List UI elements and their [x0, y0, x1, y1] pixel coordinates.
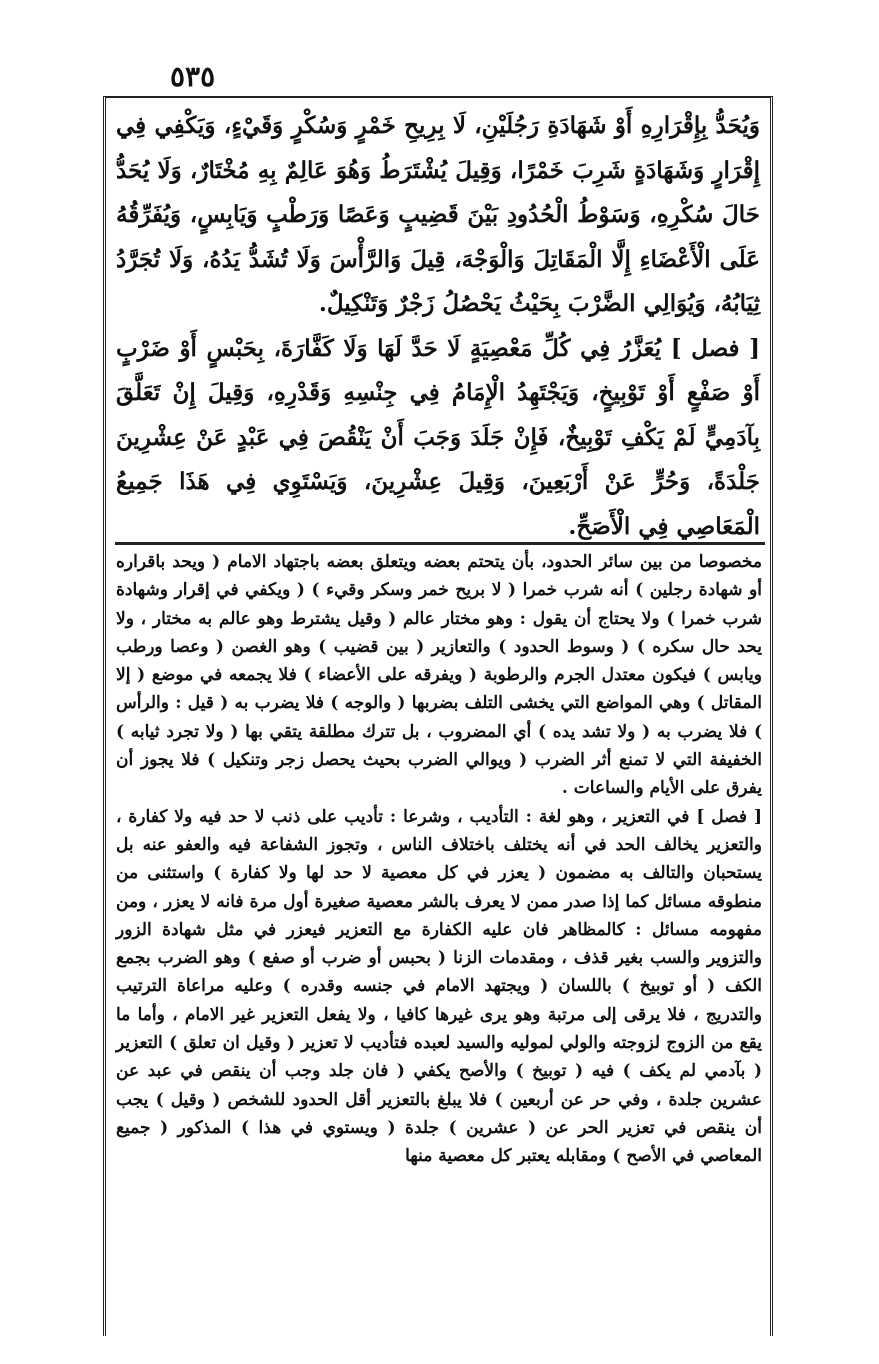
section-divider: [115, 542, 765, 545]
matn-text: [116, 104, 760, 549]
matn-paragraph: وَيُحَدُّ بِإِقْرَارِهِ أَوْ شَهَادَةِ رَجُلَيْنِ، لَا بِرِيحِ خَمْرٍ وَسُكْرٍ وَقَيْءٍ، وَيَكْفِي فِي إِقْرَارٍ وَشَهَادَةٍ شَرِبَ خَمْرًا، وَقِيلَ يُشْتَرَطُ وَهُوَ عَالِمٌ بِهِ مُخْتَارٌ، وَلَا يُحَدُّ حَالَ سُكْرِهِ، وَسَوْطُ الْحُدُودِ بَيْنَ قَضِيبٍ وَعَصًا وَرَطْبٍ وَيَابِسٍ، وَيُفَرِّقُهُ عَلَى الْأَعْضَاءِ إِلَّا الْمَقَاتِلَ وَالْوَجْهَ، قِيلَ وَالرَّأْسَ وَلَا تُشَدُّ يَدُهُ، وَلَا تُجَرَّدُ ثِيَابُهُ، وَيُوَالِي الضَّرْبَ بِحَيْثُ يَحْصُلُ زَجْرٌ وَتَنْكِيلٌ.: [116, 112, 760, 317]
page-number: ٥٣٥: [170, 60, 216, 93]
matn-paragraph: [ فصل ] يُعَزَّرُ فِي كُلِّ مَعْصِيَةٍ لَا حَدَّ لَهَا وَلَا كَفَّارَةَ، بِحَبْسٍ أَوْ ضَرْبٍ أَوْ صَفْعٍ أَوْ تَوْبِيخٍ، وَيَجْتَهِدُ الْإِمَامُ فِي جِنْسِهِ وَقَدْرِهِ، وَقِيلَ إِنْ تَعَلَّقَ بِآدَمِيٍّ لَمْ يَكْفِ تَوْبِيخٌ، فَإِنْ جَلَدَ وَجَبَ أَنْ يَنْقُصَ فِي عَبْدٍ عَنْ عِشْرِينَ جَلْدَةً، وَحُرٍّ عَنْ أَرْبَعِينَ، وَقِيلَ عِشْرِينَ، وَيَسْتَوِي فِي هَذَا جَمِيعُ الْمَعَاصِي فِي الْأَصَحِّ.: [116, 334, 760, 540]
sharh-paragraph: [ فصل ] في التعزير ، وهو لغة : التأديب ، وشرعا : تأديب على ذنب لا حد فيه ولا كفارة ، والتعزير يخالف الحد في أنه يختلف باختلاف الناس ، وتجوز الشفاعة فيه والعفو عنه بل يستحبان والتالف به مضمون ( يعزر في كل معصية لا حد لها ولا كفارة ) واستثنى من منطوقه مسائل كما إذا صدر ممن لا يعرف بالشر معصية صغيرة أول مرة فانه لا يعزر ، ومن مفهومه مسائل : كالمظاهر فان عليه الكفارة مع التعزير فيعزر في مثل شهادة الزور والتزوير والسب بغير قذف ، ومقدمات الزنا ( بحبس أو ضرب أو صفع ) وهو الضرب بجمع الكف ( أو توبيخ ) باللسان ( ويجتهد الامام في جنسه وقدره ) وعليه مراعاة الترتيب والتدريج ، فلا يرقى إلى مرتبة وهو يرى غيرها كافيا ، ولا يفعل التعزير غير الامام ، وأما ما يقع من الزوج لزوجته والولي لموليه والسيد لعبده فتأديب لا تعزير ( وقيل ان تعلق ) التعزير ( بآدمي لم يكف ) فيه ( توبيخ ) والأصح يكفي ( فان جلد وجب أن ينقص في عبد عن عشرين جلدة ، وفي حر عن أربعين ) فلا يبلغ بالتعزير أقل الحدود للشخص ( وقيل ) يجب أن ينقص في تعزير الحر عن ( عشرين ) جلدة ( ويستوي في هذا ) المذكور ( جميع المعاصي في الأصح ) ومقابله يعتبر كل معصية منها: [116, 806, 762, 1167]
sharh-paragraph: مخصوصا من بين سائر الحدود، بأن يتحتم بعضه ويتعلق بعضه باجتهاد الامام ( ويحد باقراره أو شهادة رجلين ) أنه شرب خمرا ( لا بريح خمر وسكر وقيء ) ( ويكفي في إقرار وشهادة شرب خمرا ) ولا يحتاج أن يقول : وهو مختار عالم ( وقيل يشترط وهو عالم به مختار ، ولا يحد حال سكره ) ( وسوط الحدود ) والتعازير ( بين قضيب ) وهو الغصن ( وعصا ورطب ويابس ) فيكون معتدل الجرم والرطوبة ( ويفرقه على الأعضاء ) فلا يجمعه في موضع ( إلا المقاتل ) وهي المواضع التي يخشى التلف بضربها ( والوجه ) فلا يضرب به ( قيل : والرأس ) فلا يضرب به ( ولا تشد يده ) أي المضروب ، بل تترك مطلقة يتقي بها ( ولا تجرد ثيابه ) الخفيفة التي لا تمنع أثر الضرب ( ويوالي الضرب بحيث يحصل زجر وتنكيل ) فلا يجوز أن يفرق على الأيام والساعات .: [116, 552, 762, 799]
sharh-text: [116, 548, 762, 1171]
